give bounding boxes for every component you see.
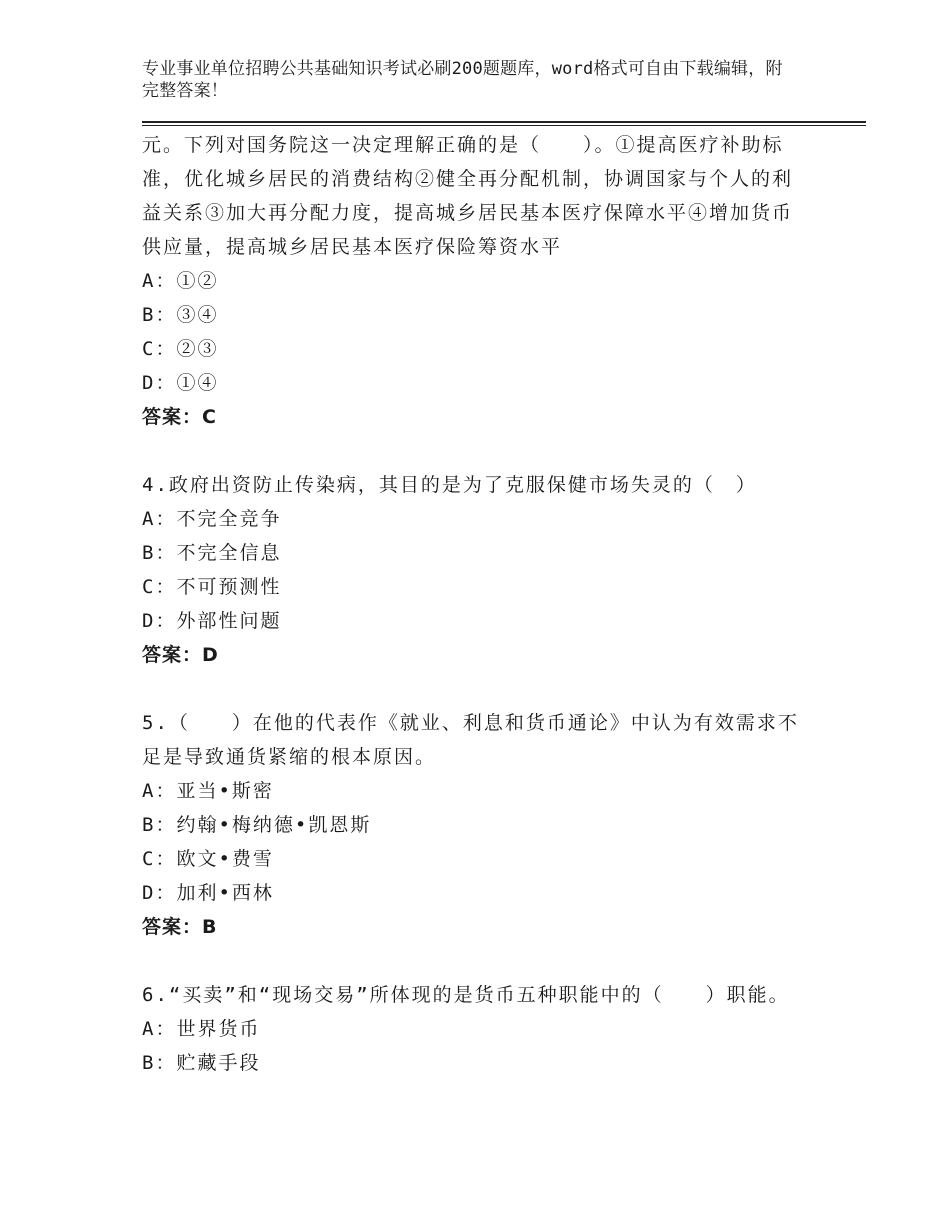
question-5 — [142, 706, 802, 944]
option-b: B：③④ — [142, 304, 219, 326]
question-stem: 4.政府出资防止传染病，其目的是为了克服保健市场失灵的（ ） — [142, 474, 757, 496]
question-6 — [142, 978, 802, 1080]
option-a: A：不完全竞争 — [142, 508, 282, 530]
question-spacer — [142, 672, 802, 706]
question-spacer — [142, 944, 802, 978]
option-a: A：亚当•斯密 — [142, 780, 274, 802]
option-d: D：外部性问题 — [142, 610, 282, 632]
question-stem: 6.“买卖”和“现场交易”所体现的是货币五种职能中的（ ）职能。 — [142, 984, 790, 1006]
option-b: B：贮藏手段 — [142, 1052, 261, 1074]
option-b: B：不完全信息 — [142, 542, 282, 564]
question-stem: 5.（ ）在他的代表作《就业、利息和货币通论》中认为有效需求不足是导致通货紧缩的根本原因。 — [142, 712, 799, 768]
option-d: D：加利•西林 — [142, 882, 274, 904]
header-rule-thick — [142, 121, 866, 123]
option-a: A：世界货币 — [142, 1018, 261, 1040]
option-b: B：约翰•梅纳德•凯恩斯 — [142, 814, 372, 836]
question-4 — [142, 468, 802, 672]
option-a: A：①② — [142, 270, 219, 292]
question-stem: 元。下列对国务院这一决定理解正确的是（ ）。①提高医疗补助标准，优化城乡居民的消费结构②健全再分配机制，协调国家与个人的利益关系③加大再分配力度，提高城乡居民基本医疗保障水平④增加货币供应量，提高城乡居民基本医疗保险筹资水平 — [142, 134, 794, 258]
question-3 — [142, 128, 802, 434]
question-spacer — [142, 434, 802, 468]
answer-label: 答案：C — [142, 406, 217, 428]
option-c: C：欧文•费雪 — [142, 848, 274, 870]
answer-label: 答案：D — [142, 644, 219, 666]
question-list — [142, 128, 802, 1080]
option-c: C：不可预测性 — [142, 576, 282, 598]
document-header: 专业事业单位招聘公共基础知识考试必刷200题题库，word格式可自由下载编辑，附完整答案！ — [142, 59, 783, 101]
header-rule-thin — [142, 125, 866, 126]
option-c: C：②③ — [142, 338, 219, 360]
answer-label: 答案：B — [142, 916, 218, 938]
option-d: D：①④ — [142, 372, 219, 394]
